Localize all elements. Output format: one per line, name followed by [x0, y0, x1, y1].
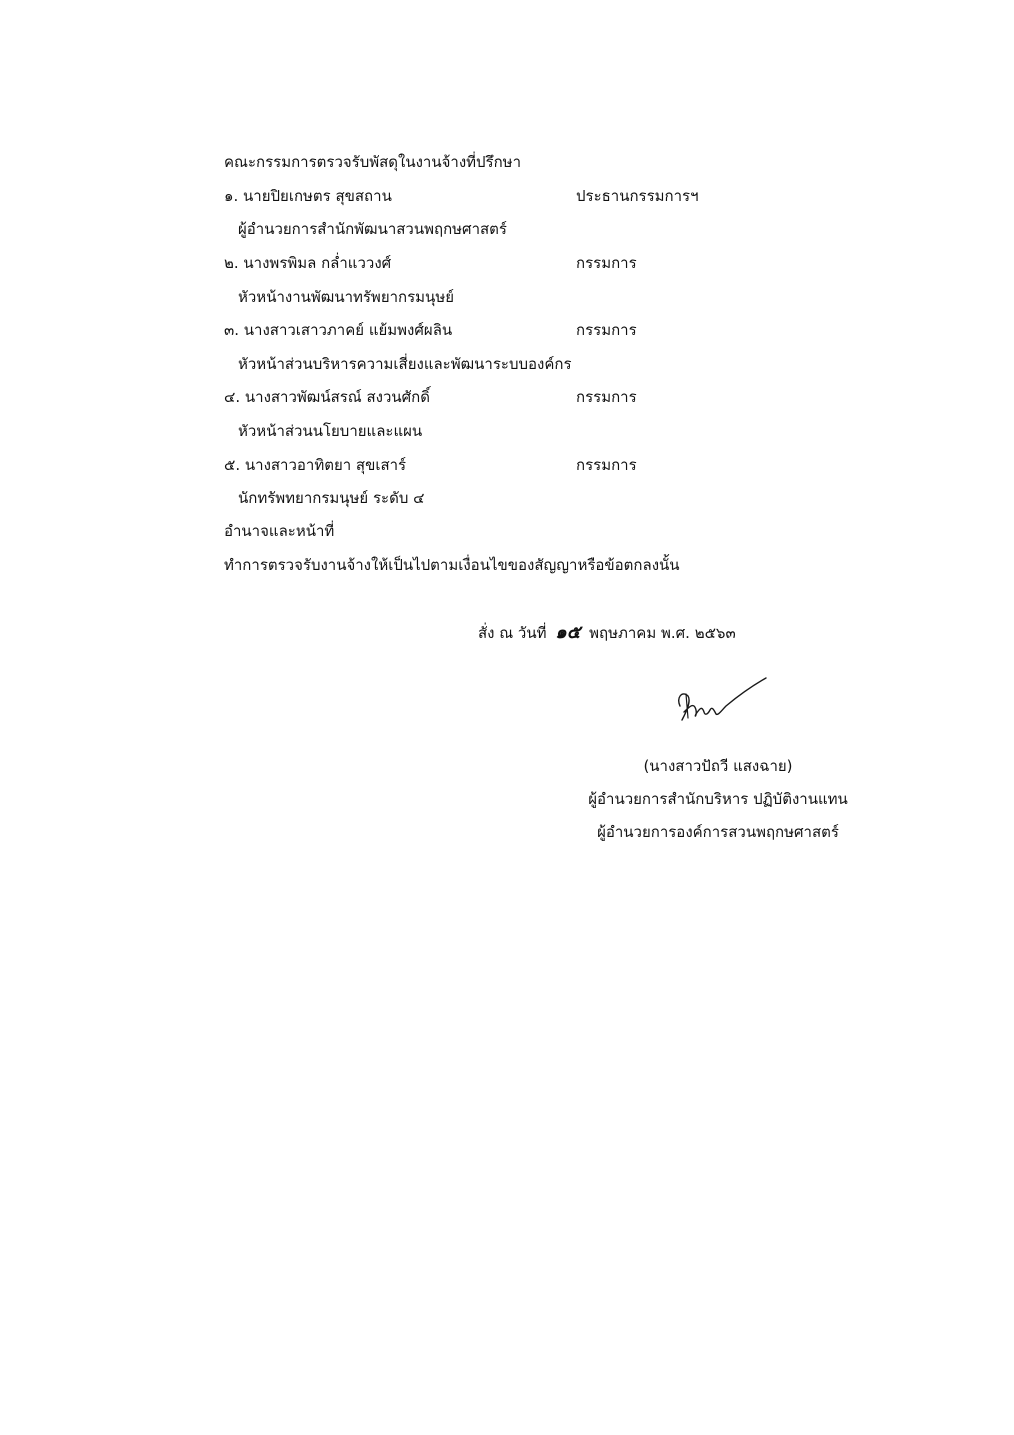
duties-heading: อำนาจและหน้าที่	[224, 522, 335, 540]
signatory-name: (นางสาวปัถวี แสงฉาย)	[643, 757, 793, 775]
signatory-title-line2: ผู้อำนวยการองค์การสวนพฤกษศาสตร์	[597, 823, 839, 841]
member-2-name: ๒. นางพรพิมล กล่ำแววงศ์	[224, 254, 392, 272]
committee-heading: คณะกรรมการตรวจรับพัสดุในงานจ้างที่ปรึกษา	[224, 153, 521, 171]
member-1-position: ผู้อำนวยการสำนักพัฒนาสวนพฤกษศาสตร์	[238, 220, 507, 238]
member-4-name: ๔. นางสาวพัฒน์สรณ์ สงวนศักดิ์	[224, 388, 430, 406]
member-4-role: กรรมการ	[576, 388, 637, 406]
member-1-name: ๑. นายปิยเกษตร สุขสถาน	[224, 187, 392, 205]
order-date	[478, 623, 736, 643]
member-5-name: ๕. นางสาวอาทิตยา สุขเสาร์	[224, 456, 407, 474]
member-5-position: นักทรัพทยากรมนุษย์ ระดับ ๔	[238, 489, 425, 507]
member-3-role: กรรมการ	[576, 321, 637, 339]
order-date-month-year: พฤษภาคม พ.ศ. ๒๕๖๓	[589, 624, 736, 642]
order-date-day: ๑๕	[555, 622, 581, 643]
member-5-role: กรรมการ	[576, 456, 637, 474]
member-4-position: หัวหน้าส่วนนโยบายและแผน	[238, 422, 423, 440]
member-2-position: หัวหน้างานพัฒนาทรัพยากรมนุษย์	[238, 288, 454, 306]
handwritten-signature	[672, 676, 772, 736]
member-3-position: หัวหน้าส่วนบริหารความเสี่ยงและพัฒนาระบบองค์กร	[238, 355, 572, 373]
member-2-role: กรรมการ	[576, 254, 637, 272]
duties-text: ทำการตรวจรับงานจ้างให้เป็นไปตามเงื่อนไขของสัญญาหรือข้อตกลงนั้น	[224, 556, 680, 574]
order-date-prefix: สั่ง ณ วันที่	[478, 624, 547, 642]
signatory-title-line1: ผู้อำนวยการสำนักบริหาร ปฏิบัติงานแทน	[588, 790, 848, 808]
member-3-name: ๓. นางสาวเสาวภาคย์ แย้มพงศ์ผลิน	[224, 321, 453, 339]
member-1-role: ประธานกรรมการฯ	[576, 187, 699, 205]
